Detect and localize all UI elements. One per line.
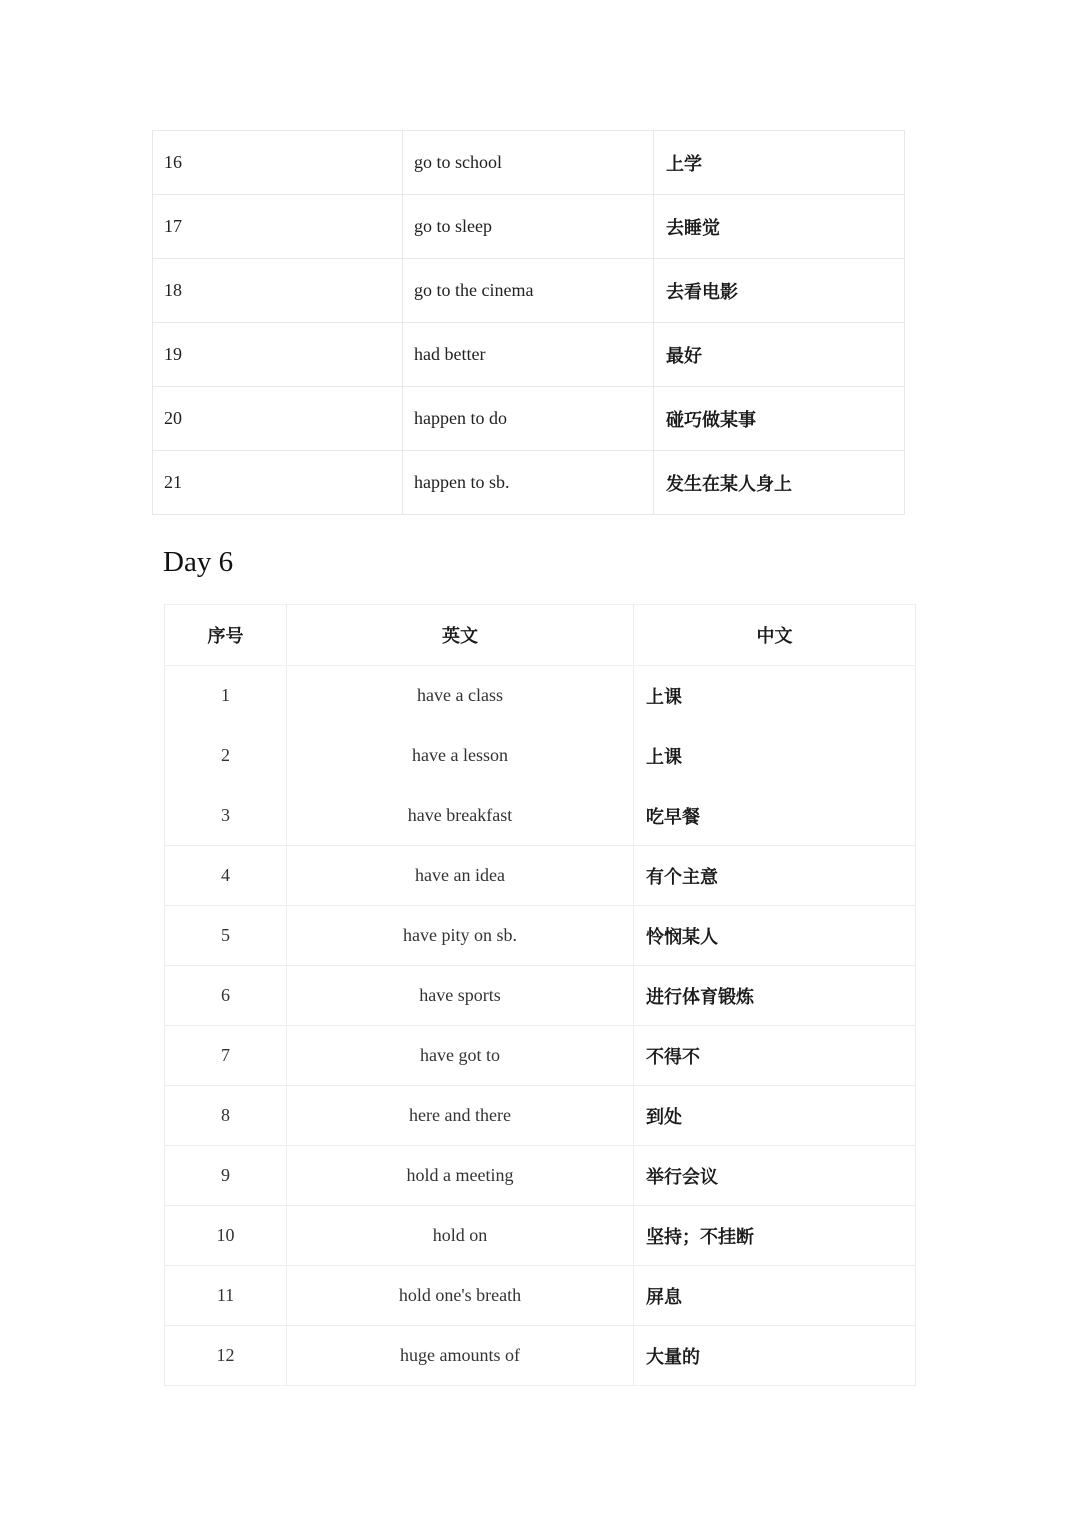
english-phrase: go to sleep xyxy=(403,195,654,259)
vocab-table-continued xyxy=(152,130,905,515)
vocab-table-day-6 xyxy=(164,604,916,1386)
table-row xyxy=(165,906,916,966)
row-number: 8 xyxy=(165,1086,287,1146)
chinese-meaning: 最好 xyxy=(654,323,905,387)
english-phrase: here and there xyxy=(287,1086,634,1146)
table-row xyxy=(165,1266,916,1326)
table-row xyxy=(165,786,916,846)
section-heading-day-6: Day 6 xyxy=(163,546,234,578)
english-phrase: have breakfast xyxy=(287,786,634,846)
column-header-chinese: 中文 xyxy=(634,605,916,666)
table-row xyxy=(165,846,916,906)
chinese-meaning: 碰巧做某事 xyxy=(654,387,905,451)
row-number: 6 xyxy=(165,966,287,1026)
english-phrase: go to the cinema xyxy=(403,259,654,323)
chinese-meaning: 大量的 xyxy=(634,1326,916,1386)
table-row xyxy=(153,259,905,323)
chinese-meaning: 去睡觉 xyxy=(654,195,905,259)
chinese-meaning: 去看电影 xyxy=(654,259,905,323)
row-number: 7 xyxy=(165,1026,287,1086)
column-header-english: 英文 xyxy=(287,605,634,666)
chinese-meaning: 坚持；不挂断 xyxy=(634,1206,916,1266)
chinese-meaning: 发生在某人身上 xyxy=(654,451,905,515)
table-row xyxy=(165,1146,916,1206)
chinese-meaning: 不得不 xyxy=(634,1026,916,1086)
row-number: 18 xyxy=(153,259,403,323)
english-phrase: have a class xyxy=(287,666,634,726)
row-number: 19 xyxy=(153,323,403,387)
table-row xyxy=(153,387,905,451)
row-number: 5 xyxy=(165,906,287,966)
table-row xyxy=(153,195,905,259)
english-phrase: go to school xyxy=(403,131,654,195)
row-number: 3 xyxy=(165,786,287,846)
chinese-meaning: 举行会议 xyxy=(634,1146,916,1206)
english-phrase: had better xyxy=(403,323,654,387)
row-number: 16 xyxy=(153,131,403,195)
table-row xyxy=(165,666,916,726)
row-number: 20 xyxy=(153,387,403,451)
english-phrase: have sports xyxy=(287,966,634,1026)
chinese-meaning: 上学 xyxy=(654,131,905,195)
table-row xyxy=(165,1326,916,1386)
chinese-meaning: 怜悯某人 xyxy=(634,906,916,966)
table-row xyxy=(153,131,905,195)
english-phrase: have a lesson xyxy=(287,726,634,786)
table-row xyxy=(165,726,916,786)
row-number: 11 xyxy=(165,1266,287,1326)
english-phrase: hold one's breath xyxy=(287,1266,634,1326)
table-header-row xyxy=(165,605,916,666)
row-number: 21 xyxy=(153,451,403,515)
english-phrase: have got to xyxy=(287,1026,634,1086)
chinese-meaning: 上课 xyxy=(634,726,916,786)
row-number: 12 xyxy=(165,1326,287,1386)
chinese-meaning: 有个主意 xyxy=(634,846,916,906)
english-phrase: have pity on sb. xyxy=(287,906,634,966)
english-phrase: hold a meeting xyxy=(287,1146,634,1206)
chinese-meaning: 到处 xyxy=(634,1086,916,1146)
chinese-meaning: 进行体育锻炼 xyxy=(634,966,916,1026)
column-header-number: 序号 xyxy=(165,605,287,666)
english-phrase: happen to sb. xyxy=(403,451,654,515)
chinese-meaning: 屏息 xyxy=(634,1266,916,1326)
row-number: 4 xyxy=(165,846,287,906)
table-row xyxy=(153,323,905,387)
table-row xyxy=(165,1206,916,1266)
english-phrase: have an idea xyxy=(287,846,634,906)
table-row xyxy=(165,1086,916,1146)
row-number: 9 xyxy=(165,1146,287,1206)
english-phrase: happen to do xyxy=(403,387,654,451)
row-number: 10 xyxy=(165,1206,287,1266)
table-row xyxy=(153,451,905,515)
row-number: 17 xyxy=(153,195,403,259)
row-number: 1 xyxy=(165,666,287,726)
table-row xyxy=(165,1026,916,1086)
table-row xyxy=(165,966,916,1026)
english-phrase: huge amounts of xyxy=(287,1326,634,1386)
english-phrase: hold on xyxy=(287,1206,634,1266)
chinese-meaning: 吃早餐 xyxy=(634,786,916,846)
chinese-meaning: 上课 xyxy=(634,666,916,726)
row-number: 2 xyxy=(165,726,287,786)
